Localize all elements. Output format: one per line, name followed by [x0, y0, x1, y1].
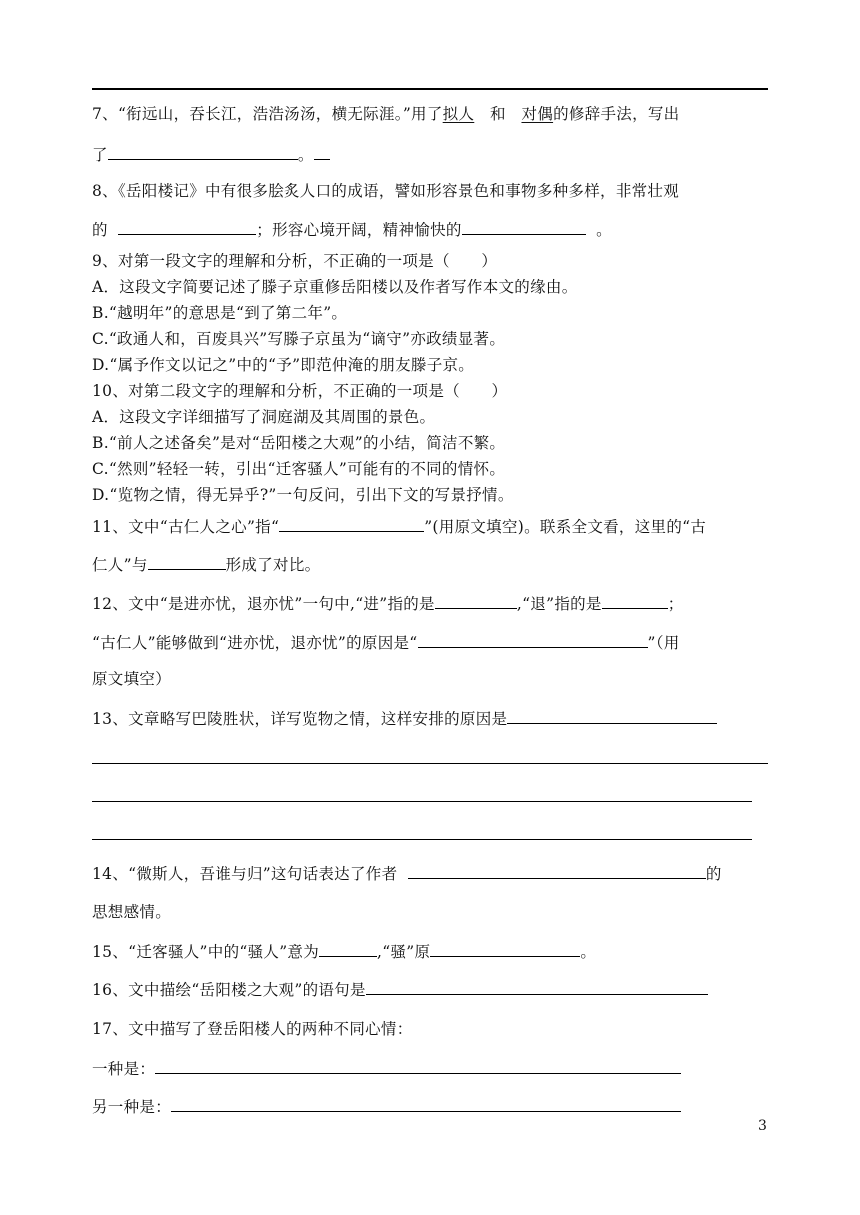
answer-blank[interactable]: [108, 143, 298, 160]
answer-filled-1: 拟人: [442, 105, 475, 123]
answer-line[interactable]: [92, 763, 768, 764]
option-text: B.“越明年”的意思是“到了第二年”。: [92, 304, 348, 322]
question-14-text: 思想感情。: [92, 903, 172, 921]
question-14-line-1: [92, 862, 722, 885]
answer-blank[interactable]: [279, 515, 424, 532]
question-7-line-1: [92, 103, 679, 125]
option-text: A．这段文字简要记述了滕子京重修岳阳楼以及作者写作本文的缘由。: [92, 278, 578, 296]
header-rule: [92, 88, 768, 90]
question-10-option-b: [92, 432, 505, 454]
question-11-text: 形成了对比。: [225, 556, 321, 574]
question-8-text: ；形容心境开阔，精神愉快的: [256, 221, 462, 239]
question-12-text: “古仁人”能够做到“进亦忧，退亦忧”的原因是“: [92, 634, 418, 652]
question-8-text: 8、《岳阳楼记》中有很多脍炙人口的成语，譬如形容景色和事物多种多样，非常壮观: [92, 182, 680, 200]
question-9-option-a: [92, 276, 578, 298]
page-number: 3: [758, 1118, 767, 1134]
option-text: C.“政通人和，百废具兴”写滕子京虽为“谪守”亦政绩显著。: [92, 330, 506, 348]
option-text: C.“然则”轻轻一转，引出“迁客骚人”可能有的不同的情怀。: [92, 460, 506, 478]
answer-blank[interactable]: [408, 862, 706, 879]
question-9-stem: [92, 250, 497, 272]
answer-line[interactable]: [92, 801, 752, 802]
question-9-option-b: [92, 302, 347, 324]
answer-blank[interactable]: [435, 592, 517, 609]
question-7-connector: 和: [489, 105, 506, 123]
question-7-text: 7、“衔远山，吞长江，浩浩汤汤，横无际涯。”用了: [92, 105, 443, 123]
question-15-text: ,“骚”原: [377, 943, 431, 961]
question-11-line-2: [92, 553, 320, 576]
question-9-text: 9、对第一段文字的理解和分析，不正确的一项是（ ）: [92, 252, 498, 270]
question-11-text: ”(用原文填空)。联系全文看，这里的“古: [424, 518, 707, 536]
answer-blank-tail: [314, 143, 330, 160]
answer-blank[interactable]: [319, 940, 377, 957]
answer-blank[interactable]: [366, 978, 708, 995]
answer-blank[interactable]: [118, 218, 256, 235]
question-17-first: [92, 1057, 681, 1080]
punctuation: ；: [667, 595, 684, 613]
question-12-text: 原文填空）: [92, 670, 172, 688]
question-14-text: 14、“微斯人，吾谁与归”这句话表达了作者: [92, 865, 398, 883]
answer-line[interactable]: [92, 839, 752, 840]
question-11-line-1: [92, 515, 706, 538]
question-9-option-d: [92, 354, 474, 376]
question-8-line-1: [92, 180, 679, 202]
question-17-label: 另一种是：: [92, 1098, 172, 1116]
question-9-option-c: [92, 328, 505, 350]
question-8-line-2: [92, 218, 612, 241]
punctuation: 。: [596, 221, 612, 239]
answer-blank[interactable]: [148, 553, 226, 570]
question-14-text: 的: [705, 865, 722, 883]
question-11-text: 仁人”与: [92, 556, 148, 574]
answer-blank[interactable]: [171, 1095, 681, 1112]
question-17-text: 17、文中描写了登岳阳楼人的两种不同心情：: [92, 1020, 413, 1038]
question-10-stem: [92, 380, 507, 402]
question-7-text: 了: [92, 146, 108, 164]
question-12-line-3: [92, 668, 171, 690]
question-7-text-end: 的修辞手法，写出: [553, 105, 680, 123]
question-12-text: 12、文中“是进亦忧，退亦忧”一句中,“进”指的是: [92, 595, 435, 613]
question-10-option-a: [92, 406, 435, 428]
answer-blank[interactable]: [462, 218, 586, 235]
question-12-line-2: [92, 631, 680, 654]
option-text: B.“前人之述备矣”是对“岳阳楼之大观”的小结，简洁不繁。: [92, 434, 506, 452]
answer-blank[interactable]: [602, 592, 668, 609]
question-12-text: ”（用: [647, 634, 680, 652]
question-14-line-2: [92, 901, 171, 923]
question-13-line-1: [92, 707, 717, 730]
question-12-text: ,“退”指的是: [516, 595, 602, 613]
question-11-text: 11、文中“古仁人之心”指“: [92, 518, 280, 536]
answer-blank[interactable]: [418, 631, 648, 648]
question-17-stem: [92, 1018, 413, 1040]
punctuation: 。: [297, 146, 314, 164]
option-text: D.“属予作文以记之”中的“予”即范仲淹的朋友滕子京。: [92, 356, 475, 374]
question-17-label: 一种是：: [92, 1060, 156, 1078]
question-15-text: 15、“迁客骚人”中的“骚人”意为: [92, 943, 320, 961]
punctuation: 。: [580, 943, 597, 961]
answer-filled-2: 对偶: [521, 105, 554, 123]
question-12-line-1: [92, 592, 684, 615]
answer-blank[interactable]: [507, 707, 717, 724]
question-15: [92, 940, 596, 963]
option-text: A．这段文字详细描写了洞庭湖及其周围的景色。: [92, 408, 436, 426]
question-10-text: 10、对第二段文字的理解和分析，不正确的一项是（ ）: [92, 382, 508, 400]
answer-blank[interactable]: [430, 940, 580, 957]
question-13-text: 13、文章略写巴陵胜状，详写览物之情，这样安排的原因是: [92, 710, 508, 728]
question-16-text: 16、文中描绘“岳阳楼之大观”的语句是: [92, 981, 366, 999]
option-text: D.“览物之情，得无异乎?”一句反问，引出下文的写景抒情。: [92, 486, 514, 504]
question-10-option-d: [92, 484, 514, 506]
question-10-option-c: [92, 458, 505, 480]
question-8-text: 的: [92, 221, 108, 239]
question-17-second: [92, 1095, 681, 1118]
question-16: [92, 978, 708, 1001]
question-7-line-2: [92, 143, 330, 166]
answer-blank[interactable]: [155, 1057, 681, 1074]
